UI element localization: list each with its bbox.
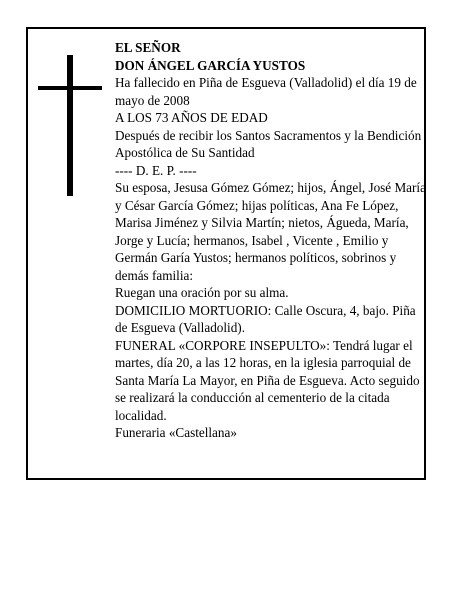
mortuary-address: DOMICILIO MORTUORIO: Calle Oscura, 4, bajo. Piña de Esgueva (Valladolid). [115,302,416,335]
funeral-home: Funeraria «Castellana» [115,425,237,440]
prayer-line: Ruegan una oración por su alma. [115,285,289,300]
cross-horizontal-bar [38,86,102,90]
death-info: Ha fallecido en Piña de Esgueva (Valladolid) el día 19 de mayo de 2008 [115,75,417,108]
deceased-name: DON ÁNGEL GARCÍA YUSTOS [115,57,306,73]
header-line-1: EL SEÑOR [115,40,181,55]
notice-text [115,39,427,442]
sacraments-line: Después de recibir los Santos Sacramentos y la Bendición Apostólica de Su Santidad [115,127,422,160]
age-line: A LOS 73 AÑOS DE EDAD [115,110,268,125]
obituary-notice [26,27,426,480]
family-list: Su esposa, Jesusa Gómez Gómez; hijos, Ángel, José María y César García Gómez; hijas políticas, Ana Fe López, Marisa Jiménez y Silvia Martín; nietos, Águeda, María, Jorge y Lucía; hermanos, Isabel , Vicente , Emilio y Germán Garía Yustos; hermanos políticos, sobrinos y demás familia: [115,180,426,283]
funeral-details: FUNERAL «CORPORE INSEPULTO»: Tendrá lugar el martes, día 20, a las 12 horas, en la iglesia parroquial de Santa María La Mayor, en Piña de Esgueva. Acto seguido se realizará la conducción al cementerio de la citada localidad. [115,337,420,423]
dep-line: ---- D. E. P. ---- [115,162,197,178]
cross-vertical-bar [67,55,73,196]
